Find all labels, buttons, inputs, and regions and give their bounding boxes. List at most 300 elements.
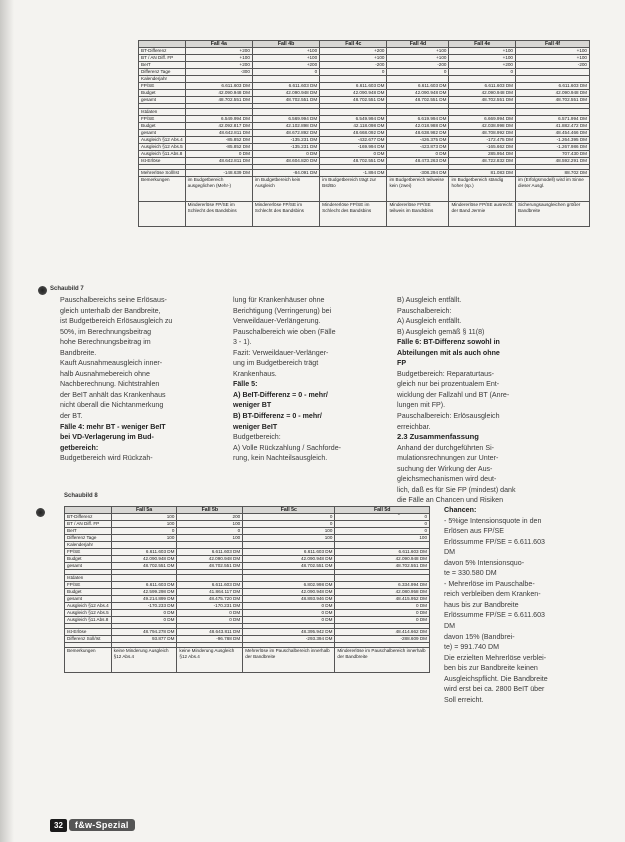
table-cell: 0: [335, 528, 430, 535]
table-cell: [243, 542, 335, 549]
text-line: gleich nur bei prozentualem Ent-: [397, 380, 500, 389]
text-line: A) BeIT-Differenz = 0 - mehr/: [233, 390, 328, 399]
caption-schaubild-8: Schaubild 8: [64, 493, 98, 499]
table-cell: 48.414.662 DM: [335, 629, 430, 636]
table-cell: Mehrerlöse im Pauschalbereich innerhalb der Bandbreite: [243, 648, 335, 673]
row-label: Budget: [139, 90, 186, 97]
table-cell: 48.454.466 DM: [516, 130, 590, 137]
text-line: Erlössumme FP/SE = 6.611.603: [444, 537, 546, 546]
table-row: [139, 55, 590, 62]
table-cell: 0: [111, 528, 177, 535]
table-cell: 6.611.603 DM: [185, 83, 252, 90]
table-cell: 0 DM: [177, 610, 243, 617]
table-cell: 0 DM: [177, 617, 243, 624]
table-cell: 0: [252, 69, 319, 76]
row-label: BT / AN Diff. FP: [65, 521, 112, 528]
row-label: Ausgleich §12 Abs.4: [65, 603, 112, 610]
row-label: Ausgleich §12 Abs.5: [65, 610, 112, 617]
row-label: Ausgleich §12 Abs.4: [139, 137, 186, 144]
table-cell: 42.599.298 DM: [111, 589, 177, 596]
table-cell: Mindererlöse FP/SE im Schlecht des Bandsbins: [252, 202, 319, 227]
row-label: Kalenderjahr: [139, 76, 186, 83]
text-line: suchung der Wirkung der Aus-: [397, 464, 493, 473]
table-cell: 48.893.946 DM: [243, 596, 335, 603]
text-line: Pauschalbereich:: [397, 306, 452, 315]
row-label: Ist-Erlöse: [65, 629, 112, 636]
table-row: [139, 116, 590, 123]
table-cell: [320, 76, 387, 83]
table-cell: +200: [449, 62, 516, 69]
text-line: 50%, im Berechnungsbeitrag: [60, 327, 152, 336]
table-cell: 48.722.832 DM: [449, 158, 516, 165]
row-label: Differenz Tage: [65, 535, 112, 542]
table-cell: [111, 575, 177, 582]
table-cell: +100: [449, 55, 516, 62]
page-binding-shadow: [0, 0, 14, 842]
row-label: gesamt: [65, 596, 112, 603]
row-label: Budget: [139, 123, 186, 130]
text-line: Bandbreite.: [60, 348, 97, 357]
text-line: mulationsrechnungen zur Unter-: [397, 454, 499, 463]
table-cell: -135.231 DM: [252, 137, 319, 144]
table-row: [139, 137, 590, 144]
table-cell: +100: [516, 48, 590, 55]
text-line: halb Ausnahmebereich ohne: [60, 369, 150, 378]
table-cell: 6.611.603 DM: [111, 549, 177, 556]
table-cell: im Budgetbereich kein Ausgleich: [252, 177, 319, 202]
table-cell: [516, 69, 590, 76]
table-row: [139, 97, 590, 104]
text-line: davon 5% Intensionsquo-: [444, 558, 525, 567]
table-cell: 42.090.948 DM: [252, 90, 319, 97]
table-cell: im Budgetbereich ausgeglichen (Mehr-): [185, 177, 252, 202]
table-cell: 6.611.603 DM: [243, 549, 335, 556]
table-row: [65, 528, 430, 535]
table-row: [139, 109, 590, 116]
text-line: A) Volle Rückzahlung / Sachforde-: [233, 443, 342, 452]
row-label: BeIT: [65, 528, 112, 535]
text-line: rung, kein Nachteilsausgleich.: [233, 454, 328, 463]
text-column-3: [397, 295, 561, 516]
table-schaubild-8: [64, 506, 430, 673]
text-line: gleich unterhalb der Bandbreite,: [60, 306, 161, 315]
table-cell: +200: [252, 62, 319, 69]
table-cell: 100: [335, 535, 430, 542]
row-label: gesamt: [139, 97, 186, 104]
table-cell: -1.894 DM: [320, 170, 387, 177]
row-label: Istdaten: [139, 109, 186, 116]
table-cell: 0: [387, 69, 449, 76]
table-cell: [252, 109, 319, 116]
table-header-cell: Fall 5b: [177, 507, 243, 514]
text-line: Fälle 4: mehr BT - weniger BeIT: [60, 422, 166, 431]
table-cell: 48.672.892 DM: [252, 130, 319, 137]
table-cell: 42.090.948 DM: [185, 90, 252, 97]
table-cell: [185, 76, 252, 83]
text-line: te) = 991.740 DM: [444, 643, 500, 652]
table-cell: -308.294 DM: [387, 170, 449, 177]
row-label: Ausgleich §12 Abs.5: [139, 144, 186, 151]
text-line: weniger BT: [233, 401, 272, 410]
table-cell: 0: [177, 528, 243, 535]
table-cell: +100: [387, 48, 449, 55]
text-line: Soll erreicht.: [444, 695, 484, 704]
table-cell: -432.677 DM: [320, 137, 387, 144]
text-line: Anhand der durchgeführten Si-: [397, 443, 495, 452]
row-label: Kalenderjahr: [65, 542, 112, 549]
table-cell: 48.642.811 DM: [185, 130, 252, 137]
table-header-cell: [65, 507, 112, 514]
row-label: Ist-Erlöse: [139, 158, 186, 165]
table-cell: im Budgetbereich teilweise kein (zwei): [387, 177, 449, 202]
table-row: [139, 170, 590, 177]
row-label: BT / AN Diff. FP: [139, 55, 186, 62]
table-cell: 6.611.603 DM: [177, 582, 243, 589]
publication-logo: f&w-Spezial: [69, 819, 135, 831]
table-cell: 42.090.948 DM: [177, 556, 243, 563]
table-cell: 0 DM: [335, 610, 430, 617]
table-cell: 49.214.899 DM: [111, 596, 177, 603]
table-cell: 0: [335, 521, 430, 528]
table-cell: -170.231 DM: [177, 603, 243, 610]
table-cell: 42.090.948 DM: [335, 556, 430, 563]
row-label: Bemerkungen: [65, 648, 112, 673]
table-cell: -293.394 DM: [243, 636, 335, 643]
table-cell: 42.090.948 DM: [111, 556, 177, 563]
text-line: wicklung der Fallzahl und BT (Anre-: [397, 390, 510, 399]
table-row: [65, 636, 430, 643]
text-line: B) BT-Differenz = 0 - mehr/: [233, 412, 322, 421]
table-cell: 6.611.603 DM: [320, 83, 387, 90]
page-footer: [50, 818, 135, 832]
table-cell: 0: [243, 521, 335, 528]
table-cell: keine Minderung Ausgleich §12 Abs.4: [177, 648, 243, 673]
row-label: FP/SE: [139, 83, 186, 90]
table-cell: 6.611.603 DM: [252, 83, 319, 90]
text-line: reich verbleiben dem Kranken-: [444, 590, 541, 599]
row-label: Budget: [65, 589, 112, 596]
table-header-cell: Fall 5a: [111, 507, 177, 514]
row-label: [139, 202, 186, 227]
table-cell: Mindererlöse im Pauschalbereich innerhalb der Bandbreite: [335, 648, 430, 673]
table-row: [65, 575, 430, 582]
text-line: Erlössumme FP/SE = 6.611.603: [444, 611, 546, 620]
table-header-cell: Fall 4f: [516, 41, 590, 48]
table-row: [65, 514, 430, 521]
table-cell: -200: [516, 62, 590, 69]
table-cell: 6.619.994 DM: [387, 116, 449, 123]
table-cell: 42.118.098 DM: [320, 123, 387, 130]
table-cell: 6.611.603 DM: [335, 549, 430, 556]
table-cell: im Budgetbereich trägt zur Bst/Bo: [320, 177, 387, 202]
table-cell: 48.702.551 DM: [335, 563, 430, 570]
table-cell: 48.702.551 DM: [111, 563, 177, 570]
table-row: [65, 521, 430, 528]
table-cell: [252, 76, 319, 83]
table-header-cell: [139, 41, 186, 48]
text-line: erreichbar.: [397, 422, 431, 431]
text-line: Pauschalbereich wie oben (Fälle: [233, 327, 336, 336]
table-cell: -96.788 DM: [177, 636, 243, 643]
table-cell: 88.702 DM: [516, 170, 590, 177]
table-cell: 6.549.994 DM: [320, 116, 387, 123]
table-row: [65, 563, 430, 570]
table-cell: [177, 575, 243, 582]
table-cell: 48.395.942 DM: [243, 629, 335, 636]
table-cell: 0 DM: [111, 617, 177, 624]
table-cell: keine Minderung Ausgleich §12 Abs.4: [111, 648, 177, 673]
table-header-cell: Fall 4c: [320, 41, 387, 48]
table-header-row: [65, 507, 430, 514]
table-header-cell: Fall 4d: [387, 41, 449, 48]
table-row: [65, 617, 430, 624]
table-cell: 6.669.994 DM: [449, 116, 516, 123]
table-row: [65, 542, 430, 549]
table-cell: [111, 542, 177, 549]
text-line: Erlösen aus FP/SE: [444, 527, 504, 536]
table-cell: 42.080.958 DM: [335, 589, 430, 596]
page-number: 32: [50, 819, 67, 832]
table-header-cell: Fall 4e: [449, 41, 516, 48]
table-row: [139, 130, 590, 137]
table-cell: 42.090.948 DM: [243, 589, 335, 596]
table-cell: Sicherungsausgleichen größer Bandbreite: [516, 202, 590, 227]
table-cell: +200: [320, 48, 387, 55]
table-cell: 42.090.948 DM: [387, 90, 449, 97]
text-line: Fälle 5:: [233, 380, 258, 389]
table-cell: 48.702.551 DM: [243, 563, 335, 570]
text-line: DM: [444, 622, 456, 631]
table-row: [139, 90, 590, 97]
table-cell: -135.231 DM: [252, 144, 319, 151]
table-cell: 48.702.551 DM: [320, 97, 387, 104]
table-cell: [516, 109, 590, 116]
text-line: A) Ausgleich entfällt.: [397, 317, 462, 326]
text-line: Budgetbereich: Reparaturtaus-: [397, 369, 495, 378]
table-cell: -85.852 DM: [185, 144, 252, 151]
table-row: [65, 535, 430, 542]
table-header-row: [139, 41, 590, 48]
table-cell: 42.090.948 DM: [516, 90, 590, 97]
text-line: nicht überall die Nichtanmerkung: [60, 401, 164, 410]
table-cell: Mindererlöse FP/SE im Schlecht des Bandsbins: [320, 202, 387, 227]
text-line: davon 15% (Bandbrei-: [444, 632, 515, 641]
text-column-3-continued: [444, 505, 604, 705]
table-cell: Mindererlöse FP/SE ausreicht der Band Jermie: [449, 202, 516, 227]
table-cell: 707.430 DM: [516, 151, 590, 158]
text-line: Berichtigung (Verringerung) bei: [233, 306, 332, 315]
table-cell: 0 DM: [243, 617, 335, 624]
table-cell: -172.475 DM: [449, 137, 516, 144]
table-cell: 0: [449, 69, 516, 76]
table-row: [139, 158, 590, 165]
table-row: [65, 582, 430, 589]
text-line: lung für Krankenhäuser ohne: [233, 296, 325, 304]
row-label: FP/SE: [65, 549, 112, 556]
table-cell: 48.708.992 DM: [449, 130, 516, 137]
table-row: [65, 603, 430, 610]
row-label: gesamt: [139, 130, 186, 137]
table-cell: 100: [111, 521, 177, 528]
table-cell: 48.702.551 DM: [177, 563, 243, 570]
row-label: Mehrerlöse Soll/Ist: [139, 170, 186, 177]
table-cell: +100: [449, 48, 516, 55]
table-cell: 0 DM: [252, 151, 319, 158]
table-cell: -84.091 DM: [252, 170, 319, 177]
table-row: [139, 177, 590, 202]
text-line: ist Budgetbereich Erlösausgleich zu: [60, 317, 173, 326]
table-cell: 0 DM: [320, 151, 387, 158]
table-cell: +100: [320, 55, 387, 62]
table-cell: 42.090.948 DM: [449, 90, 516, 97]
table-cell: 6.611.603 DM: [177, 549, 243, 556]
bullet-marker-icon: [36, 508, 45, 517]
table-cell: 42.090.948 DM: [320, 90, 387, 97]
table-cell: 48.473.263 DM: [387, 158, 449, 165]
text-line: Die erzielten Mehrerlöse verblei-: [444, 653, 547, 662]
table-cell: [449, 109, 516, 116]
table-cell: -426.375 DM: [387, 137, 449, 144]
text-column-1: [60, 295, 202, 464]
table-cell: [449, 76, 516, 83]
table-cell: 100: [111, 514, 177, 521]
table-cell: 42.090.948 DM: [243, 556, 335, 563]
table-cell: 6.802.998 DM: [243, 582, 335, 589]
table-cell: -300: [185, 69, 252, 76]
row-label: FP/SE: [139, 116, 186, 123]
text-line: Abteilungen mit als auch ohne: [397, 348, 500, 357]
text-line: Pauschalbereich: Erlösausgleich: [397, 412, 500, 421]
table-cell: 48.702.551 DM: [320, 158, 387, 165]
text-line: - 5%ige Intensionsquote in den: [444, 516, 542, 525]
row-label: Istdaten: [65, 575, 112, 582]
table-cell: 0 DM: [243, 610, 335, 617]
table-cell: 200: [177, 514, 243, 521]
table-cell: +100: [252, 55, 319, 62]
row-label: gesamt: [65, 563, 112, 570]
table-cell: [387, 109, 449, 116]
text-line: hohe Berechnungsbeitrag im: [60, 338, 151, 347]
table-cell: 93.877 DM: [111, 636, 177, 643]
table-row: [139, 62, 590, 69]
table-header-cell: Fall 4b: [252, 41, 319, 48]
text-line: te = 330.580 DM: [444, 569, 497, 578]
table-cell: Mindererlöse FP/SE im Schlecht des Bandsbins: [185, 202, 252, 227]
row-label: BT-Differenz: [139, 48, 186, 55]
table-cell: 48.702.551 DM: [516, 97, 590, 104]
text-line: gleichsmechanismen wird deut-: [397, 475, 497, 484]
table-cell: 6.334.994 DM: [335, 582, 430, 589]
table-cell: 0 DM: [243, 603, 335, 610]
table-row: [139, 151, 590, 158]
text-line: Kauft Ausnahmeausgleich inner-: [60, 359, 163, 368]
table-cell: 6.611.603 DM: [387, 83, 449, 90]
table-cell: 100: [177, 521, 243, 528]
table-row: [65, 556, 430, 563]
table-cell: +100: [252, 48, 319, 55]
table-cell: 100: [243, 535, 335, 542]
table-cell: 100: [177, 535, 243, 542]
table-cell: 48.702.551 DM: [387, 97, 449, 104]
section-heading: 2.3 Zusammenfassung: [397, 432, 479, 442]
row-label: Ausgleich §11 Abs.8: [139, 151, 186, 158]
text-line: Chancen:: [444, 506, 477, 514]
table-row: [65, 596, 430, 603]
table-cell: Mindererlöse FP/SE teilweis im Bandsbins: [387, 202, 449, 227]
table-cell: -200: [320, 62, 387, 69]
table-row: [139, 144, 590, 151]
table-cell: 0: [320, 69, 387, 76]
text-line: bei VD-Verlagerung im Bud-: [60, 433, 154, 442]
table-cell: -170.233 DM: [111, 603, 177, 610]
row-label: Ausgleich §11 Abs.8: [65, 617, 112, 624]
text-line: ben bis zur Bandbreite keinen: [444, 664, 538, 673]
table-cell: 0: [243, 514, 335, 521]
table-cell: 285.954 DM: [449, 151, 516, 158]
table-cell: im (Erfolgsmodell) wird im Sinne dieser Ausgl.: [516, 177, 590, 202]
table-cell: 0 DM: [387, 151, 449, 158]
table-cell: [243, 575, 335, 582]
table-cell: -288.609 DM: [335, 636, 430, 643]
table-schaubild-7: [138, 40, 590, 227]
table-cell: 42.038.998 DM: [449, 123, 516, 130]
table-cell: 48.592.291 DM: [516, 158, 590, 165]
table-cell: -85.852 DM: [185, 137, 252, 144]
table-row: [139, 123, 590, 130]
table-cell: -169.994 DM: [320, 144, 387, 151]
table-cell: +100: [387, 55, 449, 62]
table-header-cell: Fall 5c: [243, 507, 335, 514]
text-line: ung im Budgetbereich trägt: [233, 359, 319, 368]
caption-schaubild-7: Schaubild 7: [50, 286, 84, 292]
table-cell: 0 DM: [335, 603, 430, 610]
table-cell: 42.102.898 DM: [252, 123, 319, 130]
table-cell: 0 DM: [335, 617, 430, 624]
text-line: Verweildauer-Verlängerung.: [233, 317, 321, 326]
text-line: haus bis zur Bandbreite: [444, 600, 519, 609]
table-row: [65, 589, 430, 596]
table-cell: 41.864.117 DM: [177, 589, 243, 596]
table-cell: 100: [111, 535, 177, 542]
table-row: [139, 69, 590, 76]
table-header-cell: Fall 4a: [185, 41, 252, 48]
text-line: 3 - 1).: [233, 338, 252, 347]
row-label: Budget: [65, 556, 112, 563]
text-line: Ausgleichspflicht. Die Bandbreite: [444, 674, 548, 683]
table-cell: -165.662 DM: [449, 144, 516, 151]
table-cell: 0: [335, 514, 430, 521]
table-cell: 0 DM: [111, 610, 177, 617]
row-label: Differenz Soll/Ist: [65, 636, 112, 643]
table-cell: [516, 76, 590, 83]
table-cell: 48.643.811 DM: [177, 629, 243, 636]
table-row: [139, 76, 590, 83]
table-cell: 100: [243, 528, 335, 535]
text-line: getbereich:: [60, 443, 99, 452]
table-cell: 48.668.092 DM: [320, 130, 387, 137]
table-cell: 41.882.472 DM: [516, 123, 590, 130]
table-cell: [320, 109, 387, 116]
table-cell: 6.569.994 DM: [252, 116, 319, 123]
table-cell: 48.642.811 DM: [185, 158, 252, 165]
table-cell: -423.873 DM: [387, 144, 449, 151]
table-cell: -1.267.986 DM: [516, 144, 590, 151]
table-cell: 48.702.551 DM: [449, 97, 516, 104]
row-label: Bemerkungen: [139, 177, 186, 202]
table-row: [65, 549, 430, 556]
table-cell: 6.611.603 DM: [449, 83, 516, 90]
table-cell: 48.475.720 DM: [177, 596, 243, 603]
